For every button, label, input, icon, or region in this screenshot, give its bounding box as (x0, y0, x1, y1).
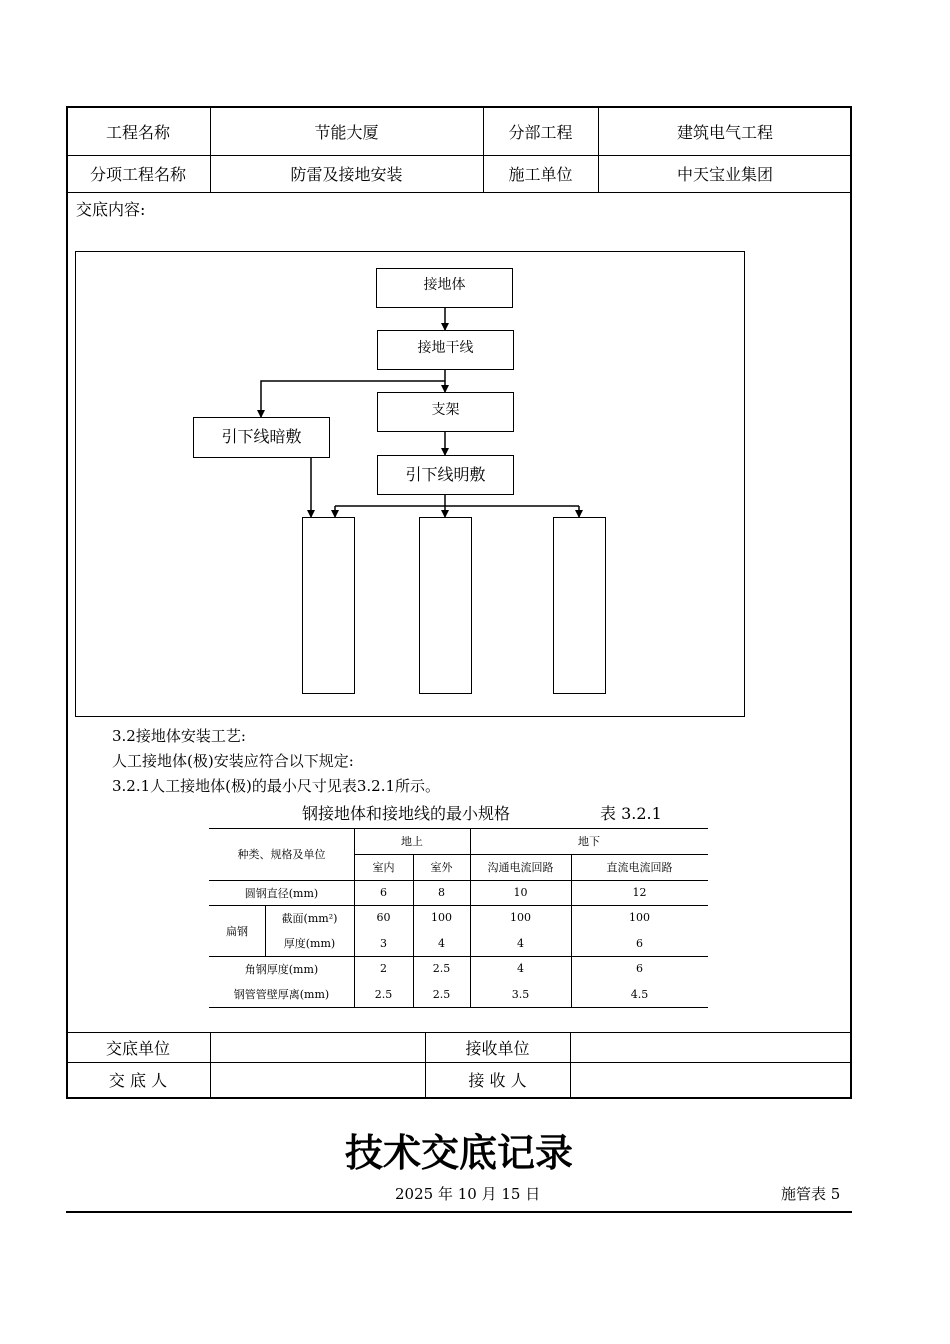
contractor-label: 施工单位 (508, 165, 573, 184)
flow-box-support: 支架 (377, 392, 514, 432)
receiver-field[interactable] (570, 1062, 852, 1097)
spec-row-label: 截面(mm²) (281, 911, 338, 925)
spec-row-label: 钢管管壁厚离(mm) (233, 988, 330, 1001)
content-label: 交底内容: (76, 200, 146, 219)
flow-column-2 (419, 517, 472, 694)
spec-header-ac: 沟通电流回路 (487, 861, 554, 874)
receiver-unit-label: 接收单位 (465, 1038, 530, 1058)
contractor-value: 中天宝业集团 (676, 165, 773, 184)
document-title: 技术交底记录 (344, 1131, 573, 1175)
spec-cell: 100 (629, 911, 650, 924)
flow-box-ground-body: 接地体 (376, 268, 513, 308)
issuer-field[interactable] (210, 1062, 425, 1097)
subitem-value: 防雷及接地安装 (290, 165, 403, 184)
flow-column-1 (302, 517, 355, 694)
spec-cell: 10 (513, 886, 528, 899)
table-number: 表 3.2.1 (600, 804, 662, 823)
flow-box-ground-trunk: 接地干线 (377, 330, 514, 370)
spec-cell: 8 (438, 886, 445, 899)
spec-row-group-flat-steel: 扁钢 (226, 924, 248, 938)
title-underline (66, 1211, 852, 1213)
spec-header-below: 地下 (578, 835, 600, 848)
spec-cell: 60 (376, 911, 391, 924)
flow-box-concealed-downlead: 引下线暗敷 (193, 417, 330, 458)
spec-row-label: 圆钢直径(mm) (244, 886, 319, 900)
project-name-label: 工程名称 (105, 122, 170, 142)
spec-cell: 6 (636, 936, 643, 950)
spec-header-indoor: 室内 (372, 861, 395, 874)
spec-cell: 4 (517, 936, 524, 950)
paragraph-rule-intro: 人工接地体(极)安装应符合以下规定: (112, 752, 354, 770)
issuer-unit-label: 交底单位 (105, 1038, 170, 1058)
spec-cell: 6 (380, 886, 387, 899)
flow-column-3 (553, 517, 606, 694)
spec-cell: 2 (380, 962, 387, 975)
flow-box-exposed-downlead: 引下线明敷 (377, 455, 514, 495)
spec-cell: 4.5 (630, 987, 649, 1001)
issuer-label: 交 底 人 (108, 1071, 168, 1090)
table-caption: 钢接地体和接地线的最小规格 (302, 804, 511, 823)
spec-cell: 2.5 (374, 987, 393, 1001)
spec-cell: 100 (510, 911, 531, 924)
spec-cell: 12 (632, 886, 647, 899)
spec-cell: 100 (431, 911, 452, 924)
spec-header-outdoor: 室外 (430, 861, 453, 874)
subitem-label: 分项工程名称 (89, 165, 186, 184)
receiver-label: 接 收 人 (468, 1071, 527, 1090)
division-value: 建筑电气工程 (676, 122, 773, 142)
spec-cell: 2.5 (432, 987, 451, 1001)
spec-header-above: 地上 (401, 835, 423, 848)
spec-header-type: 种类、规格及单位 (237, 848, 326, 861)
division-label: 分部工程 (508, 122, 573, 142)
spec-row-label: 角钢厚度(mm) (244, 962, 319, 976)
project-name-value: 节能大厦 (314, 122, 379, 142)
issuer-unit-field[interactable] (210, 1032, 425, 1062)
form-number: 施管表 5 (781, 1185, 841, 1203)
paragraph-table-ref: 3.2.1人工接地体(极)的最小尺寸见表3.2.1所示。 (112, 777, 441, 795)
spec-cell: 4 (438, 936, 445, 950)
spec-table-bottom (209, 1007, 708, 1008)
spec-cell: 2.5 (432, 962, 451, 975)
spec-header-dc: 直流电流回路 (606, 861, 673, 874)
receiver-unit-field[interactable] (570, 1032, 852, 1062)
document-date: 2025 年 10 月 15 日 (395, 1185, 541, 1203)
spec-row-label: 厚度(mm) (283, 937, 336, 950)
paragraph-section-title: 3.2接地体安装工艺: (112, 727, 246, 745)
spec-cell: 4 (517, 962, 524, 975)
spec-cell: 6 (636, 962, 643, 975)
spec-cell: 3.5 (511, 987, 530, 1001)
spec-cell: 3 (380, 936, 387, 950)
